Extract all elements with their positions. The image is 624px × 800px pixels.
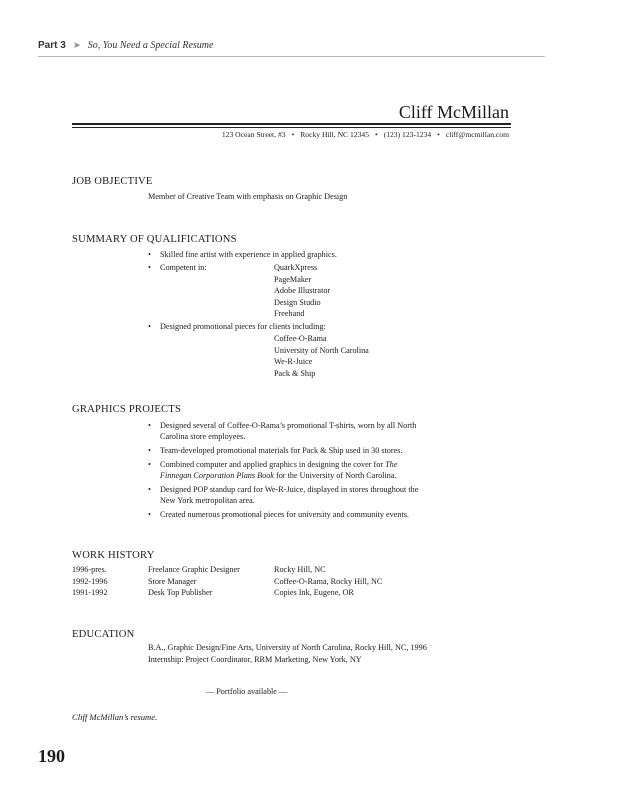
work-place: Copies Ink, Eugene, OR — [274, 588, 354, 597]
skill-item: Freehand — [274, 309, 305, 318]
education-internship: Internship: Project Coordinator, RRM Marketing, New York, NY — [148, 654, 362, 664]
job-objective-heading: JOB OBJECTIVE — [72, 176, 153, 187]
contact-city: Rocky Hill, NC 12345 — [300, 130, 370, 139]
work-position: Freelance Graphic Designer — [148, 565, 240, 574]
header-divider — [38, 56, 545, 57]
skill-item: Adobe Illustrator — [274, 286, 331, 295]
client-item: Coffee-O-Rama — [274, 334, 327, 343]
education-heading: EDUCATION — [72, 629, 135, 640]
name-rule-thin — [72, 127, 511, 128]
skill-item: PageMaker — [274, 274, 312, 284]
name-rule-thick — [72, 123, 511, 125]
portfolio-note: — Portfolio available — — [206, 687, 288, 696]
qualification-item: • Designed promotional pieces for clients including: — [148, 322, 326, 331]
contact-email: cliff@mcmillan.com — [445, 130, 509, 139]
project-item: • Team-developed promotional materials for Pack & Ship used in 30 stores. — [148, 446, 403, 455]
contact-line — [72, 130, 509, 139]
job-objective-text: Member of Creative Team with emphasis on Graphic Design — [148, 192, 348, 201]
work-years: 1991-1992 — [72, 588, 108, 597]
bullet-separator: • — [437, 130, 440, 139]
client-item: We-R-Juice — [274, 357, 313, 366]
bullet-separator: • — [375, 130, 378, 139]
arrow-right-icon: ➤ — [72, 41, 81, 51]
project-item: • Designed several of Coffee-O-Rama’s promotional T-shirts, worn by all North — [148, 421, 417, 430]
qualification-item: • Competent in: — [148, 263, 207, 272]
resume-name: Cliff McMillan — [398, 102, 509, 122]
work-position: Desk Top Publisher — [148, 588, 213, 597]
education-degree: B.A., Graphic Design/Fine Arts, University of North Carolina, Rocky Hill, NC, 1996 — [148, 643, 427, 652]
bullet-separator: • — [291, 130, 295, 139]
work-years: 1992-1996 — [72, 576, 108, 586]
running-header — [38, 40, 213, 51]
contact-address: 123 Ocean Street, #3 — [221, 130, 286, 139]
work-position: Store Manager — [148, 576, 197, 586]
qualification-item: • Skilled fine artist with experience in applied graphics. — [148, 250, 337, 259]
work-place: Coffee-O-Rama, Rocky Hill, NC — [274, 576, 383, 586]
work-years: 1996-pres. — [72, 565, 107, 574]
skill-item: Design Studio — [274, 297, 321, 307]
project-item: • Created numerous promotional pieces for university and community events. — [148, 510, 409, 519]
part-label: Part 3 — [38, 40, 66, 51]
page-number: 190 — [38, 746, 65, 766]
contact-phone: (123) 123-1234 — [383, 130, 432, 139]
skill-item: QuarkXpress — [274, 263, 318, 272]
work-place: Rocky Hill, NC — [274, 565, 326, 574]
work-history-heading: WORK HISTORY — [72, 550, 155, 561]
client-item: Pack & Ship — [274, 368, 316, 378]
project-item-continued: Carolina store employees. — [160, 432, 246, 441]
client-item: University of North Carolina — [274, 345, 369, 355]
project-item: • Combined computer and applied graphics in designing the cover for The — [148, 460, 398, 469]
projects-heading: GRAPHICS PROJECTS — [72, 404, 182, 415]
chapter-title: So, You Need a Special Resume — [87, 40, 214, 51]
project-item: • Designed POP standup card for We-R-Juice, displayed in stores throughout the — [148, 485, 419, 494]
qualifications-heading: SUMMARY OF QUALIFICATIONS — [72, 234, 237, 245]
figure-caption: Cliff McMillan’s resume. — [72, 712, 158, 722]
project-item-continued: Finnegan Corporation Plans Book for the University of North Carolina. — [160, 471, 397, 480]
project-item-continued: New York metropolitan area. — [160, 496, 255, 505]
